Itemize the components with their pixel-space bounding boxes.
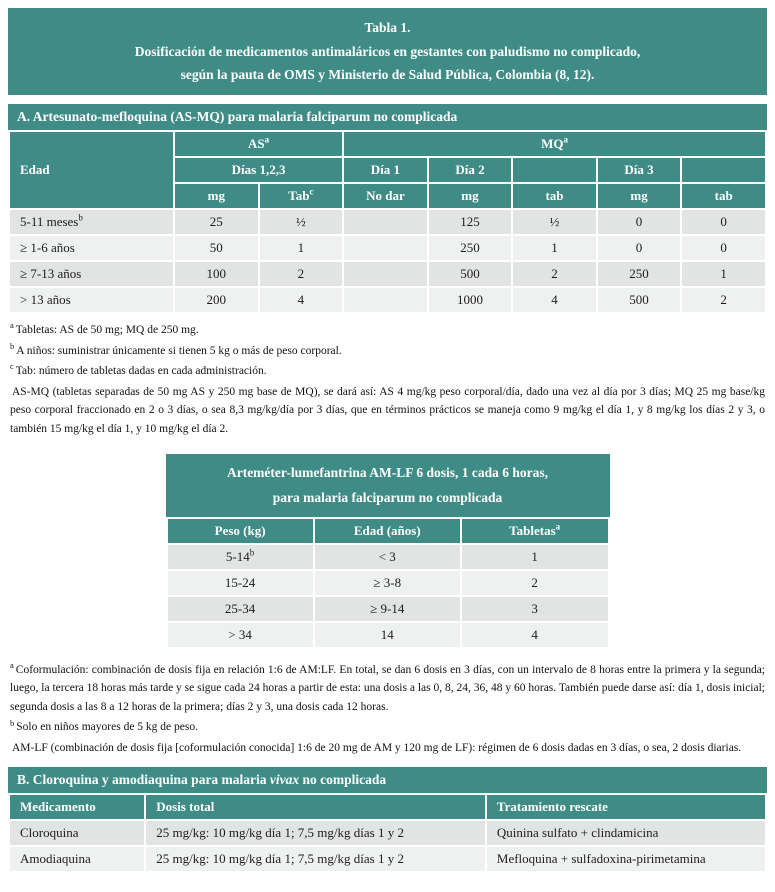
amlf-heading-line2: para malaria falciparum no complicada	[272, 489, 503, 505]
value-cell: 4	[512, 287, 597, 313]
col-edad-label: Edad (años)	[353, 522, 421, 538]
value-cell: 500	[597, 287, 682, 313]
footnote-text: Tab: número de tabletas dadas en cada administración.	[15, 365, 267, 378]
value-cell: 1	[259, 235, 344, 261]
value-cell: 0	[597, 235, 682, 261]
age-cell	[9, 287, 174, 313]
value-cell: 500	[428, 261, 513, 287]
table-row	[167, 570, 609, 596]
rescate-cell: Mefloquina + sulfadoxina-pirimetamina	[486, 846, 766, 872]
value-cell: ½	[512, 209, 597, 235]
edad-cell: ≥ 9-14	[314, 596, 461, 622]
group-as-sup: a	[264, 134, 270, 145]
value-cell: 0	[597, 209, 682, 235]
value-cell: 200	[174, 287, 259, 313]
footnote-text: AS-MQ (tabletas separadas de 50 mg AS y 250 mg base de MQ), se dará así: AS 4 mg/kg peso corporal/día, dado una vez al día por 3 días; MQ 25 mg base/kg peso corporal fraccionado en 2 o 3 días, o sea 8,3 mg/kg/día por 3 días, que en términos prácticos se maneja como 9 mg/kg el día 1, y 8 mg/kg los días 2 y 3, o también 15 mg/kg el día 1, y 10 mg/kg el día 2.	[10, 385, 765, 435]
unit-as-tab-label: Tab	[288, 187, 310, 203]
age-cell	[9, 261, 174, 287]
col-header-tabletas	[461, 518, 609, 544]
value-cell	[343, 261, 428, 287]
footnote-text: Coformulación: combinación de dosis fija en relación 1:6 de AM:LF. En total, se dan 6 dosis en 3 días, con un intervalo de 8 horas entre la primera y la segunda; luego, la tercera 18 horas más tarde y se sigue cada 24 horas a partir de esta: una dosis a las 0, 8, 24, 36, 48 y 60 horas. También puede darse así: día 1, dosis inicial; segunda dosis a las 8 a 12 horas de la primera; días 2 y 3, una dosis cada 12 horas.	[10, 663, 765, 713]
value-cell	[343, 209, 428, 235]
col-header-edad: Edad	[9, 131, 174, 209]
value-cell: 25	[174, 209, 259, 235]
tabletas-cell: 3	[461, 596, 609, 622]
dosis-cell: 25 mg/kg: 10 mg/kg día 1; 7,5 mg/kg días 1 y 2	[145, 846, 486, 872]
unit-as-mg: mg	[174, 183, 259, 209]
unit-mq-d2-mg: mg	[428, 183, 513, 209]
table-amlf	[166, 517, 610, 649]
peso-cell	[167, 544, 314, 570]
value-cell: 2	[681, 287, 766, 313]
footnotes-a	[10, 321, 765, 439]
value-cell: 50	[174, 235, 259, 261]
footnote-marker: b	[10, 717, 15, 728]
age-label: > 13 años	[20, 291, 71, 307]
amlf-table-block	[166, 454, 610, 649]
subheader-dia-2: Día 2	[428, 157, 513, 183]
col-header-peso	[167, 518, 314, 544]
subheader-dia-3: Día 3	[597, 157, 682, 183]
col-header-tratamiento-rescate: Tratamiento rescate	[486, 794, 766, 820]
subheader-blank-2	[681, 157, 766, 183]
value-cell: 125	[428, 209, 513, 235]
age-cell	[9, 209, 174, 235]
table-row	[9, 235, 766, 261]
footnote-text: AM-LF (combinación de dosis fija [coformulación conocida] 1:6 de 20 mg de AM y 120 mg de LF): régimen de 6 dosis dadas en 3 días, o sea, 2 dosis diarias.	[12, 742, 742, 755]
age-label: 5-11 meses	[20, 213, 79, 229]
footnotes-amlf	[10, 661, 765, 758]
table-row	[9, 209, 766, 235]
peso-cell	[167, 570, 314, 596]
subheader-dias-123: Días 1,2,3	[174, 157, 343, 183]
table-row	[167, 596, 609, 622]
footnote	[10, 321, 765, 340]
peso-label: 15-24	[224, 574, 256, 590]
group-mq-label: MQ	[541, 135, 564, 151]
footnote	[10, 383, 765, 439]
value-cell: 250	[597, 261, 682, 287]
value-cell: 1000	[428, 287, 513, 313]
table-b	[8, 793, 767, 873]
edad-cell: ≥ 3-8	[314, 570, 461, 596]
table-row	[9, 820, 766, 846]
col-header-edad-anios	[314, 518, 461, 544]
value-cell	[343, 287, 428, 313]
value-cell: 0	[681, 235, 766, 261]
footnote-text: Solo en niños mayores de 5 kg de peso.	[16, 721, 198, 734]
table-row	[167, 622, 609, 648]
medicamento-cell: Amodiaquina	[9, 846, 145, 872]
value-cell: 2	[512, 261, 597, 287]
value-cell: ½	[259, 209, 344, 235]
unit-mq-d2-tab: tab	[512, 183, 597, 209]
age-sup: b	[78, 212, 83, 223]
col-header-medicamento: Medicamento	[9, 794, 145, 820]
peso-sup: b	[249, 547, 255, 558]
value-cell	[343, 235, 428, 261]
section-b-prefix: B. Cloroquina y amodiaquina para malaria	[17, 771, 270, 787]
value-cell: 100	[174, 261, 259, 287]
section-b-suffix: no complicada	[299, 771, 387, 787]
unit-as-tab	[259, 183, 344, 209]
footnote-marker: b	[10, 340, 15, 351]
age-label: ≥ 1-6 años	[20, 239, 75, 255]
table-row	[9, 287, 766, 313]
footnote-text: A niños: suministrar únicamente si tienen 5 kg o más de peso corporal.	[16, 344, 342, 357]
age-cell	[9, 235, 174, 261]
footnote-marker: a	[10, 659, 14, 670]
footnote	[10, 362, 765, 381]
footnote-marker: c	[10, 361, 14, 372]
amlf-heading	[166, 454, 610, 517]
peso-label: 25-34	[224, 600, 256, 616]
subheader-dia-1: Día 1	[343, 157, 428, 183]
medicamento-cell: Cloroquina	[9, 820, 145, 846]
footnote	[10, 342, 765, 361]
table-row	[9, 261, 766, 287]
dosis-cell: 25 mg/kg: 10 mg/kg día 1; 7,5 mg/kg días 1 y 2	[145, 820, 486, 846]
amlf-heading-line1: Arteméter-lumefantrina AM-LF 6 dosis, 1 cada 6 horas,	[226, 464, 549, 480]
section-b-heading	[8, 767, 767, 793]
tabletas-cell: 4	[461, 622, 609, 648]
subheader-blank-1	[512, 157, 597, 183]
footnote-text: Tabletas: AS de 50 mg; MQ de 250 mg.	[15, 323, 199, 336]
table-row	[167, 544, 609, 570]
peso-label: > 34	[228, 626, 252, 642]
peso-cell	[167, 596, 314, 622]
unit-mq-d3-mg: mg	[597, 183, 682, 209]
value-cell: 1	[512, 235, 597, 261]
peso-cell	[167, 622, 314, 648]
value-cell: 1	[681, 261, 766, 287]
age-label: ≥ 7-13 años	[20, 265, 82, 281]
group-as-label: AS	[248, 135, 265, 151]
value-cell: 0	[681, 209, 766, 235]
unit-mq-no-dar: No dar	[343, 183, 428, 209]
col-tabletas-sup: a	[555, 521, 561, 532]
group-mq-sup: a	[563, 134, 568, 145]
table-a	[8, 130, 767, 314]
group-header-mq	[343, 131, 766, 157]
footnote	[10, 718, 765, 737]
section-b-species: vivax	[269, 771, 300, 787]
unit-as-tab-sup: c	[309, 186, 314, 197]
unit-mq-d3-tab: tab	[681, 183, 766, 209]
footnote-marker: a	[10, 320, 14, 331]
tabletas-cell: 2	[461, 570, 609, 596]
value-cell: 4	[259, 287, 344, 313]
rescate-cell: Quinina sulfato + clindamicina	[486, 820, 766, 846]
edad-cell: 14	[314, 622, 461, 648]
tabletas-cell: 1	[461, 544, 609, 570]
col-header-dosis-total: Dosis total	[145, 794, 486, 820]
group-header-as	[174, 131, 343, 157]
col-tabletas-label: Tabletas	[509, 522, 556, 538]
footnote	[10, 661, 765, 717]
table-title-line1: Tabla 1.	[364, 20, 411, 35]
section-a-heading: A. Artesunato-mefloquina (AS-MQ) para malaria falciparum no complicada	[8, 104, 767, 130]
table-title	[8, 8, 767, 95]
col-peso-label: Peso (kg)	[214, 522, 266, 538]
peso-label: 5-14	[225, 548, 250, 564]
table-row	[9, 846, 766, 872]
value-cell: 250	[428, 235, 513, 261]
value-cell: 2	[259, 261, 344, 287]
edad-cell: < 3	[314, 544, 461, 570]
table-title-line3: según la pauta de OMS y Ministerio de Salud Pública, Colombia (8, 12).	[180, 67, 595, 83]
table-title-line2: Dosificación de medicamentos antimaláricos en gestantes con paludismo no complicado,	[134, 43, 641, 59]
footnote	[10, 739, 765, 758]
